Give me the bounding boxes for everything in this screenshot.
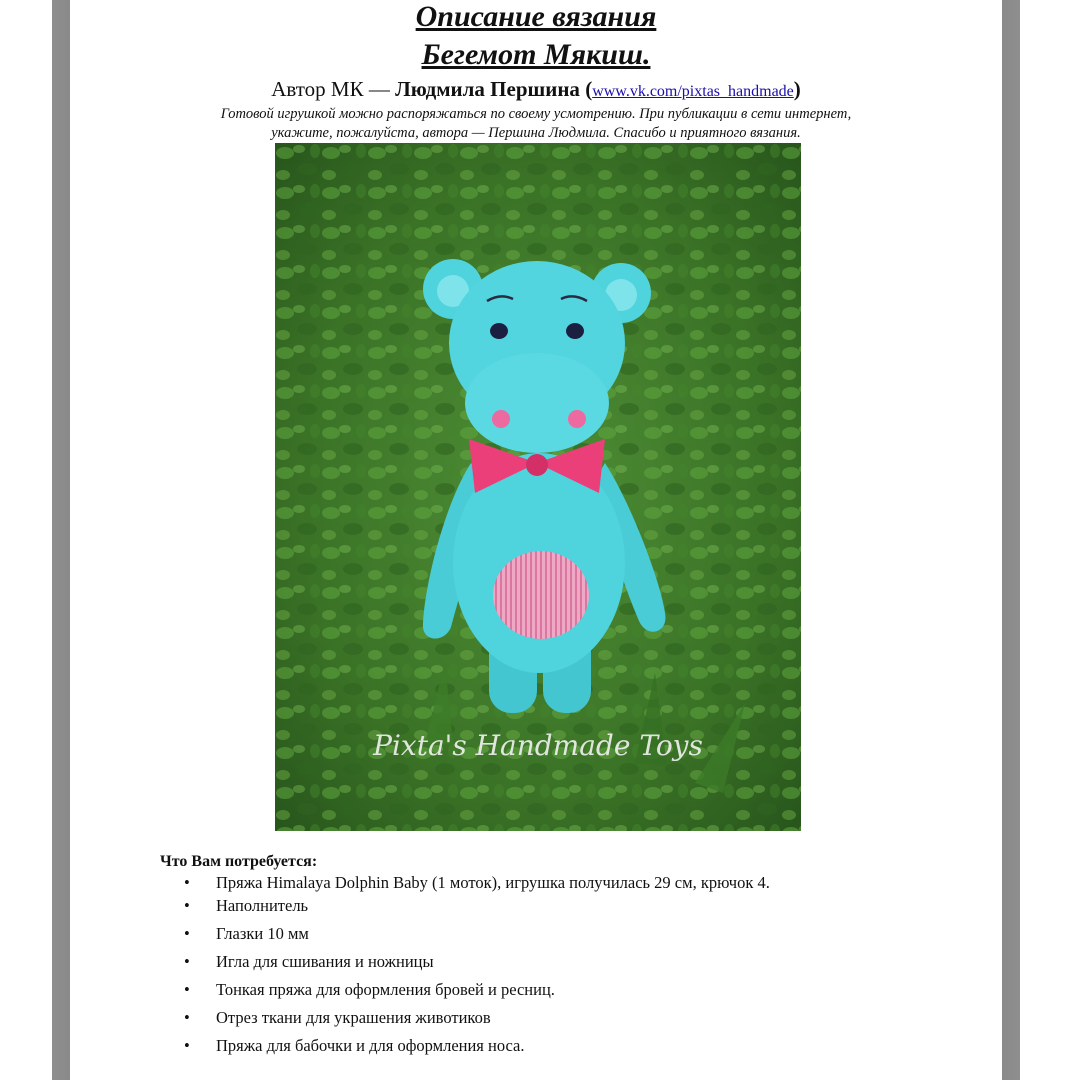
document-title-line-1: Описание вязания: [415, 0, 657, 33]
list-item: • Игла для сшивания и ножницы: [180, 951, 770, 979]
document-page: [70, 0, 1002, 1080]
materials-heading: Что Вам потребуется:: [160, 853, 318, 870]
list-item: • Пряжа для бабочки и для оформления носа.: [180, 1035, 770, 1063]
author-line: [70, 76, 1002, 105]
document-title-line-2: Бегемот Мякиш.: [421, 38, 651, 71]
hippo-toy-photo: [275, 143, 801, 831]
materials-list: [180, 872, 770, 1063]
list-item: • Отрез ткани для украшения животиков: [180, 1007, 770, 1035]
author-link-open: (: [585, 77, 593, 101]
viewer-gutter-right: [1002, 0, 1080, 1080]
list-item: • Наполнитель: [180, 895, 770, 923]
photo-watermark: Pixta's Handmade Toys: [373, 729, 703, 762]
usage-notice-line-2: укажите, пожалуйста, автора — Першина Людмила. Спасибо и приятного вязания.: [271, 125, 801, 141]
author-link-close: ): [793, 77, 801, 101]
usage-notice: [70, 105, 1002, 143]
right-eye: [566, 323, 584, 339]
viewer-gutter-left: [0, 0, 70, 1080]
list-item: • Пряжа Himalaya Dolphin Baby (1 моток), игрушка получилась 29 см, крючок 4.: [180, 872, 770, 895]
author-prefix: Автор МК —: [271, 77, 390, 101]
list-item: • Тонкая пряжа для оформления бровей и ресниц.: [180, 979, 770, 1007]
belly-patch: [493, 551, 589, 639]
author-link[interactable]: www.vk.com/pixtas_handmade: [592, 83, 794, 100]
hippo-toy-illustration: [275, 143, 801, 831]
left-eye: [490, 323, 508, 339]
author-name: Людмила Першина: [395, 77, 580, 101]
usage-notice-line-1: Готовой игрушкой можно распоряжаться по своему усмотрению. При публикации в сети интернет,: [220, 106, 852, 122]
list-item: • Глазки 10 мм: [180, 923, 770, 951]
